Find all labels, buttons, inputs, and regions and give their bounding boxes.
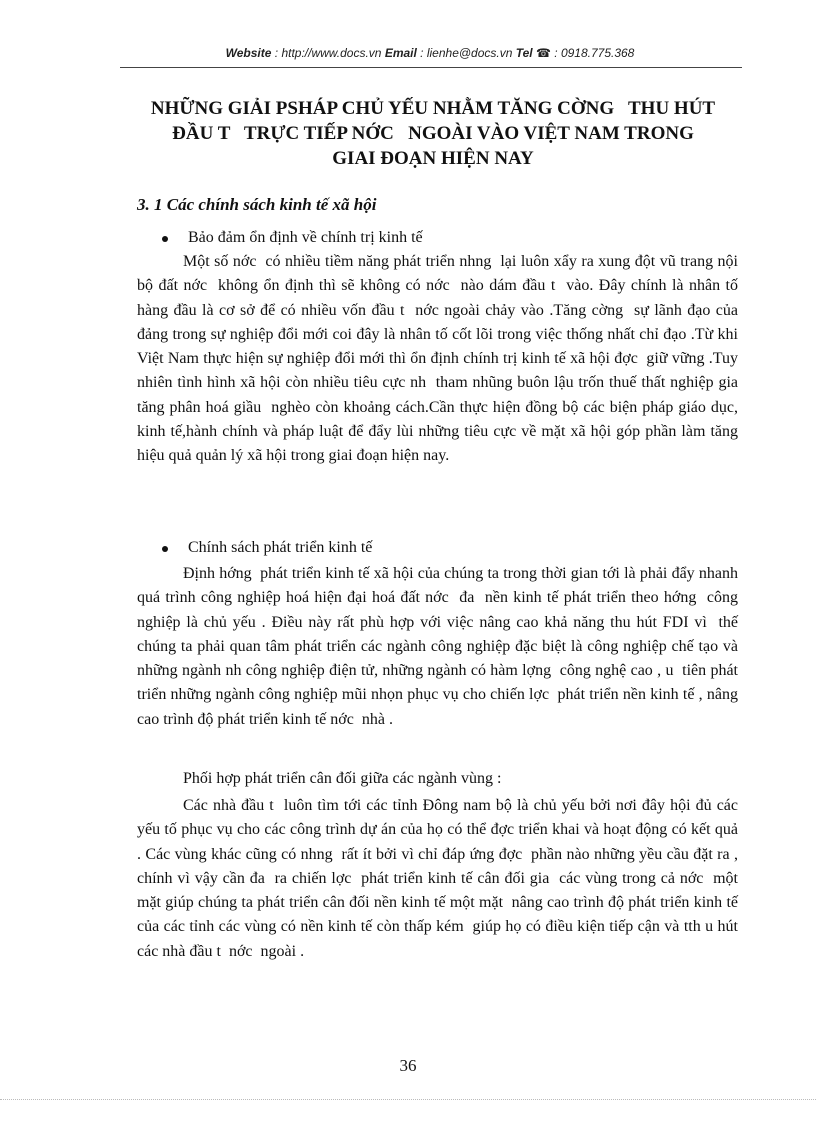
page-title bbox=[120, 96, 746, 171]
website-value[interactable]: : http://www.docs.vn bbox=[271, 46, 385, 60]
bullet-label: Chính sách phát triển kinh tế bbox=[188, 539, 373, 556]
page-number: 36 bbox=[399, 1056, 417, 1075]
phone-icon: ☎ bbox=[532, 46, 551, 60]
page-header bbox=[120, 46, 740, 60]
tel-label: Tel bbox=[515, 46, 533, 60]
footer-divider bbox=[0, 1099, 816, 1100]
title-line: NHỮNG GIẢI PSHÁP CHỦ YẾU NHẰM TĂNG CỜNG THU HÚT bbox=[150, 98, 716, 119]
paragraph: Các nhà đầu t luôn tìm tới các tỉnh Đông nam bộ là chủ yếu bởi nơi đây hội đủ các yếu tố phục vụ cho các công trình dự án của họ có thể đợc triển khai và hoạt động có kết quả . Các vùng khác cũng có nhng rất ít bởi vì chỉ đáp ứng đợc phần nào những yều cầu đặt ra , chính vì vậy cần đa ra chiến lợc phát triển kinh tế cân đối gia các vùng trong cả nớc một mặt giúp chúng ta phát triển cân đối nền kinh tế một mặt nâng cao trình độ phát triển kinh tế của các tỉnh các vùng có nền kinh tế còn thấp kém giúp họ có điều kiện tiếp cận và tth u hút các nhà đầu t nớc ngoài . bbox=[137, 797, 742, 960]
title-line: ĐẦU T TRỰC TIẾP NỚC NGOÀI VÀO VIỆT NAM TRONG bbox=[172, 123, 694, 144]
bullet-label: Bảo đảm ổn định về chính trị kinh tế bbox=[188, 229, 423, 246]
header-divider bbox=[120, 67, 742, 68]
paragraph: Một số nớc có nhiều tiềm năng phát triển nhng lại luôn xẩy ra xung đột vũ trang nội bộ đất nớc không ổn định thì sẽ không có nớc nào dám đầu t vào. Đây chính là nhân tố hàng đầu là cơ sở để có nhiều vốn đầu t nớc ngoài chảy vào .Tăng cờng sự lãnh đạo của đảng trong sự nghiệp đổi mới coi đây là nhân tố cốt lõi trong việc thống nhất chỉ đạo .Từ khi Việt Nam thực hiện sự nghiệp đổi mới thì ổn định chính trị kinh tế xã hội đợc giữ vững .Tuy nhiên tình hình xã hội còn nhiều tiêu cực nh tham nhũng buôn lậu trốn thuế thất nghiệp gia tăng phân hoá giầu nghèo còn khoảng cách.Cần thực hiện đồng bộ các biện pháp giáo dục, kinh tế,hành chính và pháp luật để đẩy lùi những tiêu cực về mặt xã hội góp phần làm tăng hiệu quả quản lý xã hội trong giai đoạn hiện nay. bbox=[137, 253, 742, 465]
paragraph: Định hớng phát triển kinh tế xã hội của chúng ta trong thời gian tới là phải đẩy nhanh quá trình công nghiệp hoá hiện đại hoá đất nớc đa nền kinh tế phát triển theo hớng công nghiệp là chủ yếu . Điều này rất phù hợp với việc nâng cao khả năng thu hút FDI vì thế chúng ta phải quan tâm phát triển các ngành công nghiệp đặc biệt là công nghiệp chế tạo và những ngành nh công nghiệp điện tử, những ngành có hàm lợng công nghệ cao , u tiên phát triển những ngành công nghiệp mũi nhọn phục vụ cho chiến lợc phát triển nền kinh tế , nâng cao trình độ phát triển kinh tế nớc nhà . bbox=[137, 565, 742, 728]
email-label: Email bbox=[384, 46, 417, 60]
bullet-icon bbox=[162, 546, 168, 552]
tel-value: : 0918.775.368 bbox=[550, 46, 635, 60]
section-heading: 3. 1 Các chính sách kinh tế xã hội bbox=[137, 195, 377, 214]
paragraph: Phối hợp phát triển cân đối giữa các ngành vùng : bbox=[183, 770, 502, 787]
email-value[interactable]: : lienhe@docs.vn bbox=[416, 46, 516, 60]
website-label: Website bbox=[225, 46, 272, 60]
bullet-icon bbox=[162, 236, 168, 242]
title-line: GIAI ĐOẠN HIỆN NAY bbox=[332, 148, 534, 169]
